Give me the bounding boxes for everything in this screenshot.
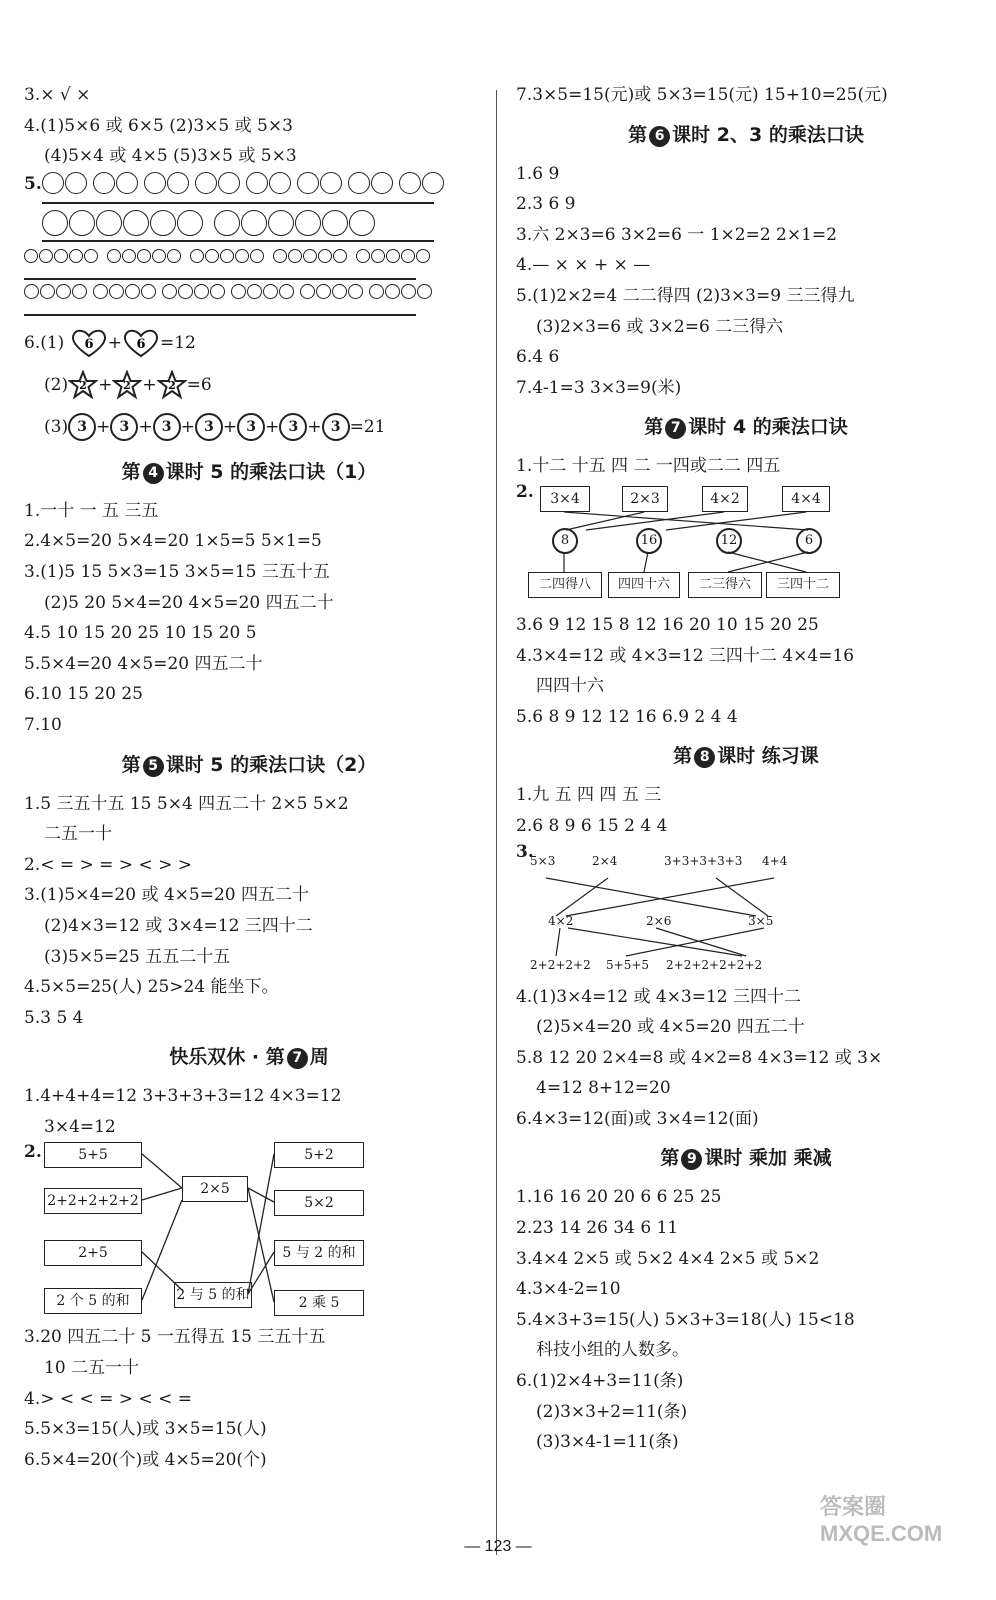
circle-shape: [220, 249, 234, 263]
answer-line: (2)3×3+2=11(条): [536, 1401, 688, 1422]
circled-number: 3: [110, 413, 138, 441]
circle-shape: [125, 284, 140, 299]
circle-shape: [295, 210, 321, 236]
section-title-lesson-4: 第 4 课时 5 的乘法口诀（1）: [121, 460, 377, 483]
answer-line: 6.5×4=20(个)或 4×5=20(个): [24, 1449, 267, 1470]
circle-shape: [141, 284, 156, 299]
match-box-top: 4×2: [702, 486, 748, 512]
circle-shape: [318, 249, 332, 263]
circle-row-4: [24, 284, 438, 320]
answer-line: 4.3×4=12 或 4×3=12 三四十二 4×4=16: [516, 645, 855, 666]
circle-shape: [167, 249, 181, 263]
section-title-lesson-8: 第 8 课时 练习课: [673, 745, 819, 768]
match-box-mid: 2×5: [182, 1176, 248, 1202]
circle-shape: [40, 284, 55, 299]
match-box-bottom: 二三得六: [688, 572, 762, 598]
circle-shape: [116, 172, 138, 194]
answer-line: 4.5×5=25(人) 25>24 能坐下。: [24, 977, 279, 998]
svg-text:6: 6: [84, 337, 94, 353]
answer-line: 2.< = > = > < > >: [24, 854, 192, 875]
answer-line: 6.10 15 20 25: [24, 684, 143, 705]
answer-line: 3.6 9 12 15 8 12 16 20 10 15 20 25: [516, 614, 819, 635]
answer-line: 3.六 2×3=6 3×2=6 一 1×2=2 2×1=2: [516, 224, 837, 245]
circle-shape: [279, 284, 294, 299]
match-expr-top: 3+3+3+3+3: [664, 853, 743, 868]
answer-line: 二五一十: [44, 824, 112, 845]
circled-number: 3: [279, 413, 307, 441]
match-expr-bottom: 2+2+2+2: [530, 957, 591, 972]
matching-diagram-weekend: 2. 5+5 2+2+2+2+2 2+5 2 个 5 的和 2×5 2 与 5 的和 5+2 5×2 5 与 2 的和 2 乘 5: [24, 1142, 474, 1322]
circle-shape: [235, 249, 249, 263]
circle-shape: [401, 284, 416, 299]
answer-line: 4.> < < = > < < =: [24, 1388, 192, 1409]
match-box-bottom: 三四十二: [766, 572, 840, 598]
section-title-lesson-7: 第 7 课时 4 的乘法口诀: [644, 416, 848, 439]
circle-shape: [144, 172, 166, 194]
match-expr-bottom: 5+5+5: [606, 957, 650, 972]
answer-line: 4.3×4-2=10: [516, 1279, 621, 1300]
answer-line: 3.4×4 2×5 或 5×2 4×4 2×5 或 5×2: [516, 1248, 820, 1269]
answer-line: (4)5×4 或 4×5 (5)3×5 或 5×3: [44, 146, 297, 167]
answer-line: 2.6 8 9 6 15 2 4 4: [516, 815, 668, 836]
circle-shape: [297, 172, 319, 194]
circled-number: 3: [153, 413, 181, 441]
match-box-right: 2 乘 5: [274, 1290, 364, 1316]
star-icon: [112, 375, 142, 395]
answer-line-hearts: 6.(1) 6 + 6 =12: [24, 322, 474, 364]
circle-shape: [241, 210, 267, 236]
match-box-top: 3×4: [540, 486, 590, 512]
circle-shape: [371, 249, 385, 263]
section-title-weekend-7: 快乐双休 · 第 7 周: [169, 1046, 329, 1069]
circle-shape: [42, 172, 64, 194]
section-title-lesson-6: 第 6 课时 2、3 的乘法口诀: [628, 123, 864, 146]
answer-line: 4.(1)3×4=12 或 4×3=12 三四十二: [516, 986, 802, 1007]
match-box-right: 5+2: [274, 1142, 364, 1168]
answer-line: 科技小组的人数多。: [536, 1340, 689, 1361]
circle-shape: [417, 284, 432, 299]
answer-line: 5.3 5 4: [24, 1007, 84, 1028]
answer-line: 1.一十 一 五 三五: [24, 500, 159, 521]
match-expr-mid: 2×6: [646, 913, 672, 928]
match-box-bottom: 二四得八: [528, 572, 602, 598]
circle-shape: [190, 249, 204, 263]
answer-line: 10 二五一十: [44, 1358, 140, 1379]
circle-shape: [84, 249, 98, 263]
circle-shape: [65, 172, 87, 194]
circle-shape: [246, 172, 268, 194]
circle-shape: [93, 284, 108, 299]
answer-line: 5.4×3+3=15(人) 5×3+3=18(人) 15<18: [516, 1309, 855, 1330]
circle-shape: [371, 172, 393, 194]
answer-line: 7.10: [24, 714, 62, 735]
circle-shape: [69, 249, 83, 263]
circle-shape: [332, 284, 347, 299]
circle-shape: [39, 249, 53, 263]
circle-shape: [356, 249, 370, 263]
circle-shape: [333, 249, 347, 263]
circle-shape: [72, 284, 87, 299]
circle-shape: [195, 172, 217, 194]
circle-shape: [214, 210, 240, 236]
answer-line: 4.— × × + × —: [516, 255, 651, 276]
circle-row-3: [24, 248, 439, 284]
svg-text:2: 2: [79, 379, 87, 393]
answer-line: 4.5 10 15 20 25 10 15 20 5: [24, 623, 257, 644]
match-expr-bottom: 2+2+2+2+2+2: [666, 957, 763, 972]
answer-line-stars: (2) 2 + 2 + 2 =6: [24, 364, 474, 406]
circled-number: 8: [552, 528, 578, 554]
circle-shape: [109, 284, 124, 299]
answer-line-circles: (3) 3 + 3 + 3 + 3 + 3 + 3 + 3 =21: [24, 406, 474, 448]
circle-shape: [263, 284, 278, 299]
circle-shape: [401, 249, 415, 263]
answer-line: (2)4×3=12 或 3×4=12 三四十二: [44, 915, 313, 936]
circled-number: 16: [636, 528, 662, 554]
right-column: [516, 80, 976, 1458]
circle-row-1: [42, 172, 450, 208]
circle-shape: [123, 210, 149, 236]
circle-shape: [273, 249, 287, 263]
circle-shape: [96, 210, 122, 236]
circled-number: 3: [195, 413, 223, 441]
match-box-left: 2+2+2+2+2: [44, 1188, 142, 1214]
circle-shape: [268, 210, 294, 236]
answer-line: 4=12 8+12=20: [536, 1078, 671, 1099]
match-box-left: 2 个 5 的和: [44, 1288, 142, 1314]
circle-shape: [269, 172, 291, 194]
answer-line: (3)3×4-1=11(条): [536, 1432, 679, 1453]
answer-line: 2.23 14 26 34 6 11: [516, 1218, 679, 1239]
match-box-bottom: 四四十六: [608, 572, 680, 598]
circle-shape: [42, 210, 68, 236]
answer-line: 1.九 五 四 四 五 三: [516, 785, 662, 806]
answer-line: 6.4 6: [516, 347, 560, 368]
circle-shape: [218, 172, 240, 194]
circle-shape: [288, 249, 302, 263]
answer-line: 2.3 6 9: [516, 194, 576, 215]
answer-line: (3)5×5=25 五五二十五: [44, 946, 231, 967]
circle-shape: [322, 210, 348, 236]
answer-line: 1.十二 十五 四 二 一四或二二 四五: [516, 456, 781, 477]
answer-line: 3×4=12: [44, 1116, 116, 1137]
circle-row-2: [42, 210, 386, 246]
answer-line: 6.(1)2×4+3=11(条): [516, 1371, 684, 1392]
circle-shape: [416, 249, 430, 263]
circle-shape: [162, 284, 177, 299]
svg-text:6: 6: [136, 337, 146, 353]
circled-number: 3: [68, 413, 96, 441]
answer-line: 1.6 9: [516, 163, 560, 184]
answer-line: (2)5 20 5×4=20 4×5=20 四五二十: [44, 592, 334, 613]
answer-line: 7.4-1=3 3×3=9(米): [516, 377, 682, 398]
match-box-left: 2+5: [44, 1240, 142, 1266]
circle-shape: [348, 284, 363, 299]
circle-shape: [24, 284, 39, 299]
circle-shape: [369, 284, 384, 299]
answer-line: 7.3×5=15(元)或 5×3=15(元) 15+10=25(元): [516, 85, 888, 105]
answer-line: 2.4×5=20 5×4=20 1×5=5 5×1=5: [24, 531, 322, 552]
answer-line: 3.(1)5×4=20 或 4×5=20 四五二十: [24, 885, 310, 906]
circle-shape: [167, 172, 189, 194]
answer-line: 3.20 四五二十 5 一五得五 15 三五十五: [24, 1327, 326, 1348]
svg-text:2: 2: [123, 379, 132, 393]
circle-shape: [422, 172, 444, 194]
circle-shape: [210, 284, 225, 299]
left-column: [24, 80, 474, 1475]
circle-shape: [152, 249, 166, 263]
circle-shape: [137, 249, 151, 263]
section-title-lesson-5: 第 5 课时 5 的乘法口诀（2）: [121, 753, 377, 776]
circle-shape: [399, 172, 421, 194]
svg-text:2: 2: [167, 379, 176, 393]
circle-shape: [69, 210, 95, 236]
circle-shape: [247, 284, 262, 299]
answer-line: 6.4×3=12(面)或 3×4=12(面): [516, 1108, 759, 1129]
watermark-logo: 答案圈 MXQE.COM: [820, 1494, 943, 1546]
match-expr-mid: 3×5: [748, 913, 774, 928]
match-box-left: 5+5: [44, 1142, 142, 1168]
match-box-right: 5×2: [274, 1190, 364, 1216]
answer-line: 5.(1)2×2=4 二二得四 (2)3×3=9 三三得九: [516, 285, 855, 306]
matching-diagram-lesson-7: 2. 3×4 2×3 4×2 4×4 8 16 12 6 二四得八 四四十六 二三得六 三四十二: [516, 482, 976, 610]
answer-line: 5.8 12 20 2×4=8 或 4×2=8 4×3=12 或 3×: [516, 1047, 883, 1068]
heart-icon: [70, 333, 108, 353]
circle-shape: [150, 210, 176, 236]
answer-line: 3.× √ ×: [24, 85, 91, 105]
circled-number: 3: [237, 413, 265, 441]
match-expr-top: 2×4: [592, 853, 618, 868]
star-icon: [68, 375, 98, 395]
answer-line: 1.16 16 20 20 6 6 25 25: [516, 1187, 722, 1208]
match-box-right: 5 与 2 的和: [274, 1240, 364, 1266]
circle-shape: [54, 249, 68, 263]
circle-shape: [205, 249, 219, 263]
circle-shape: [303, 249, 317, 263]
circled-number: 3: [322, 413, 350, 441]
circle-groups-figure: 5.: [24, 172, 474, 322]
circle-shape: [300, 284, 315, 299]
answer-line: 1.4+4+4=12 3+3+3+3=12 4×3=12: [24, 1086, 342, 1107]
answer-line: (2)5×4=20 或 4×5=20 四五二十: [536, 1017, 805, 1038]
heart-icon: [122, 333, 160, 353]
answer-line: 5.5×4=20 4×5=20 四五二十: [24, 653, 263, 674]
answer-line: 4.(1)5×6 或 6×5 (2)3×5 或 5×3: [24, 115, 293, 136]
star-icon: [157, 375, 187, 395]
circle-shape: [107, 249, 121, 263]
match-box-mid: 2 与 5 的和: [174, 1282, 252, 1308]
page-number: — 123 —: [464, 1538, 532, 1555]
answer-line: 1.5 三五十五 15 5×4 四五二十 2×5 5×2: [24, 793, 349, 814]
circle-shape: [385, 284, 400, 299]
circle-shape: [194, 284, 209, 299]
circle-shape: [231, 284, 246, 299]
match-box-top: 2×3: [622, 486, 668, 512]
circled-number: 6: [796, 528, 822, 554]
circle-shape: [349, 210, 375, 236]
circle-shape: [348, 172, 370, 194]
circled-number: 12: [716, 528, 742, 554]
match-expr-top: 4+4: [762, 853, 788, 868]
answer-line: 四四十六: [536, 676, 604, 697]
match-expr-top: 5×3: [530, 853, 556, 868]
circle-shape: [178, 284, 193, 299]
circle-shape: [250, 249, 264, 263]
circle-shape: [56, 284, 71, 299]
circle-shape: [93, 172, 115, 194]
circle-shape: [122, 249, 136, 263]
matching-diagram-lesson-8: 3. 5×3 2×4 3+3+3+3+3 4+4 4×2 2×6 3×5 2+2+2+2 5+5+5 2+2+2+2+2+2: [516, 842, 976, 982]
answer-line: 3.(1)5 15 5×3=15 3×5=15 三五十五: [24, 561, 330, 582]
circle-shape: [24, 249, 38, 263]
answer-line: 5.6 8 9 12 12 16 6.9 2 4 4: [516, 706, 738, 727]
circle-shape: [386, 249, 400, 263]
answer-line: (3)2×3=6 或 3×2=6 二三得六: [536, 316, 784, 337]
section-title-lesson-9: 第 9 课时 乘加 乘减: [660, 1147, 832, 1170]
answer-line: 5.5×3=15(人)或 3×5=15(人): [24, 1419, 267, 1440]
match-box-top: 4×4: [782, 486, 830, 512]
circle-shape: [177, 210, 203, 236]
column-divider: [496, 90, 497, 1555]
match-expr-mid: 4×2: [548, 913, 574, 928]
circle-shape: [316, 284, 331, 299]
circle-shape: [320, 172, 342, 194]
